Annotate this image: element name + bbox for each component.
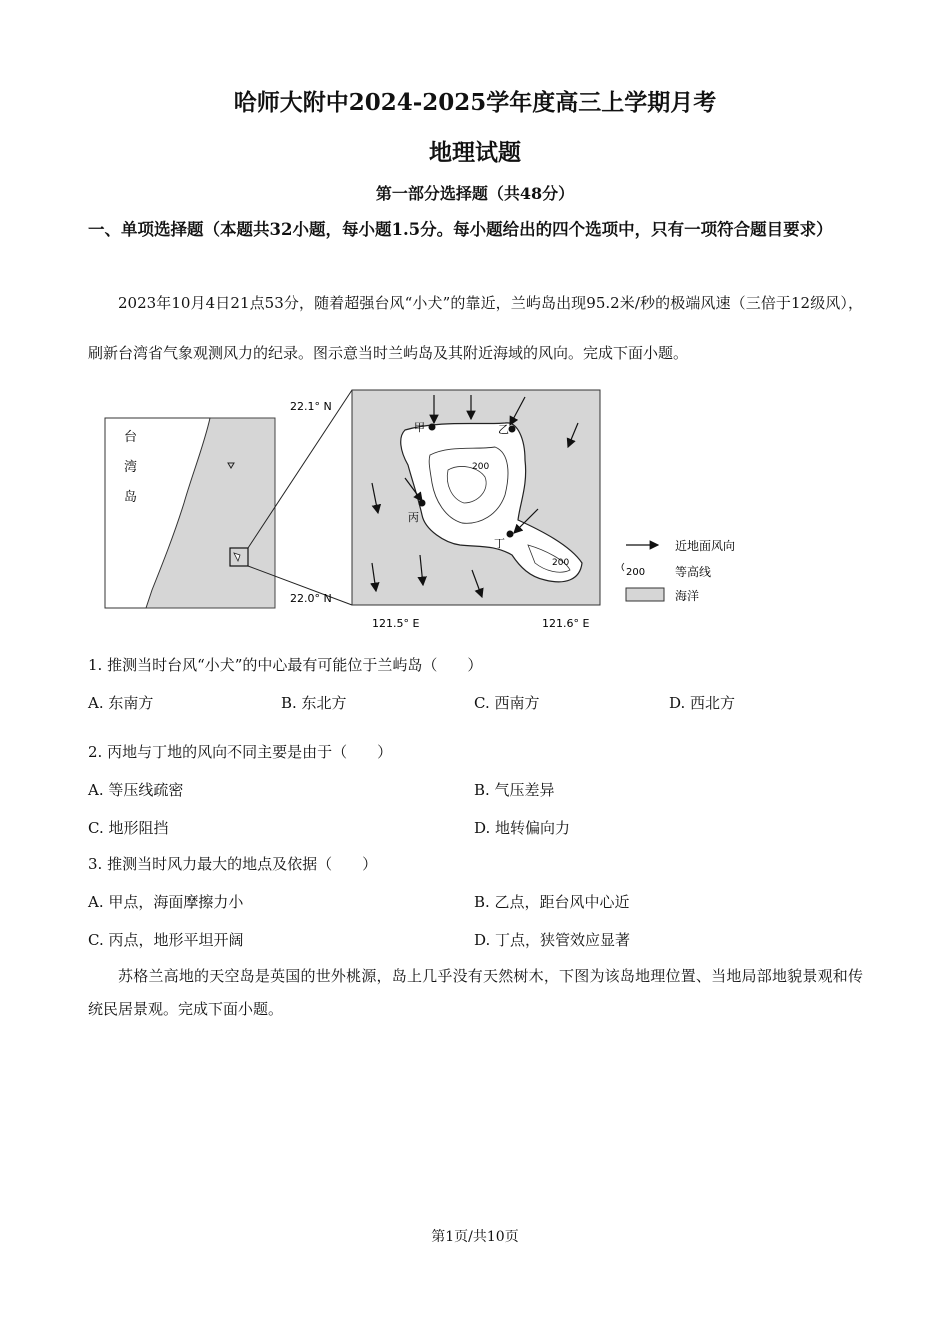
question-1-stem: 1. 推测当时台风“小犬”的中心最有可能位于兰屿岛（ ） (88, 656, 483, 674)
point-bing-marker (419, 500, 426, 507)
question-2-stem: 2. 丙地与丁地的风向不同主要是由于（ ） (88, 743, 393, 761)
point-yi-marker (509, 426, 516, 433)
passage-1: 2023年10月4日21点53分，随着超强台风“小犬”的靠近，兰屿岛出现95.2米/秒的极端风速（三倍于12级风），刷新台湾省气象观测风力的纪录。图示意当时兰屿岛及其附近海域的风向。完成下面小题。 (88, 294, 863, 362)
question-3-stem: 3. 推测当时风力最大的地点及依据（ ） (88, 855, 378, 873)
subject-title: 地理试题 (429, 139, 521, 166)
passage-2: 苏格兰高地的天空岛是英国的世外桃源，岛上几乎没有天然树木，下图为该岛地理位置、当地局部地貌景观和传统民居景观。完成下面小题。 (88, 967, 863, 1018)
map-legend (622, 538, 735, 603)
lat-label-bottom: 22.0° N (290, 592, 332, 605)
lat-label-top: 22.1° N (290, 400, 332, 413)
legend-contour-sample: 200 (626, 567, 646, 578)
point-yi-label: 乙 (498, 423, 509, 436)
lon-label-left: 121.5° E (372, 617, 420, 630)
question-3-option-c[interactable]: C. 丙点，地形平坦开阔 (88, 931, 244, 949)
question-1-option-d[interactable]: D. 西北方 (669, 694, 736, 712)
legend-ocean-label: 海洋 (675, 589, 700, 603)
question-3-option-d[interactable]: D. 丁点，狭管效应显著 (474, 931, 631, 949)
legend-contour-label: 等高线 (675, 565, 712, 579)
page-footer: 第1页/共10页 (431, 1229, 519, 1245)
exam-title: 哈师大附中2024-2025学年度高三上学期月考 (233, 89, 717, 116)
point-jia-marker (429, 424, 436, 431)
question-3-option-b[interactable]: B. 乙点，距台风中心近 (474, 893, 630, 911)
lanyu-wind-map-figure (100, 385, 760, 635)
point-ding-label: 丁 (494, 537, 505, 550)
question-3-option-a[interactable]: A. 甲点，海面摩擦力小 (88, 893, 244, 911)
part-heading: 第一部分选择题（共48分） (375, 184, 575, 203)
question-1-option-a[interactable]: A. 东南方 (88, 694, 154, 712)
lon-label-right: 121.6° E (542, 617, 590, 630)
point-ding-marker (507, 531, 514, 538)
inset-label-tai: 台 (124, 430, 138, 445)
point-bing-label: 丙 (408, 511, 419, 524)
question-1-option-c[interactable]: C. 西南方 (474, 694, 540, 712)
question-1-option-b[interactable]: B. 东北方 (281, 694, 347, 712)
section-heading: 一、单项选择题（本题共32小题，每小题1.5分。每小题给出的四个选项中，只有一项符合题目要求） (88, 220, 833, 239)
point-jia-label: 甲 (414, 421, 425, 434)
contour-label-200-north: 200 (472, 462, 490, 472)
lanyu-detail-map (352, 390, 600, 605)
question-2-option-b[interactable]: B. 气压差异 (474, 781, 555, 799)
question-2-option-d[interactable]: D. 地转偏向力 (474, 819, 571, 837)
inset-label-wan: 湾 (124, 460, 138, 475)
taiwan-inset-map (105, 418, 275, 608)
question-2-option-a[interactable]: A. 等压线疏密 (88, 781, 184, 799)
contour-label-200-south: 200 (552, 558, 570, 568)
legend-wind-label: 近地面风向 (675, 539, 736, 553)
legend-ocean-swatch (626, 588, 664, 601)
question-2-option-c[interactable]: C. 地形阻挡 (88, 819, 169, 837)
inset-label-dao: 岛 (124, 490, 138, 505)
